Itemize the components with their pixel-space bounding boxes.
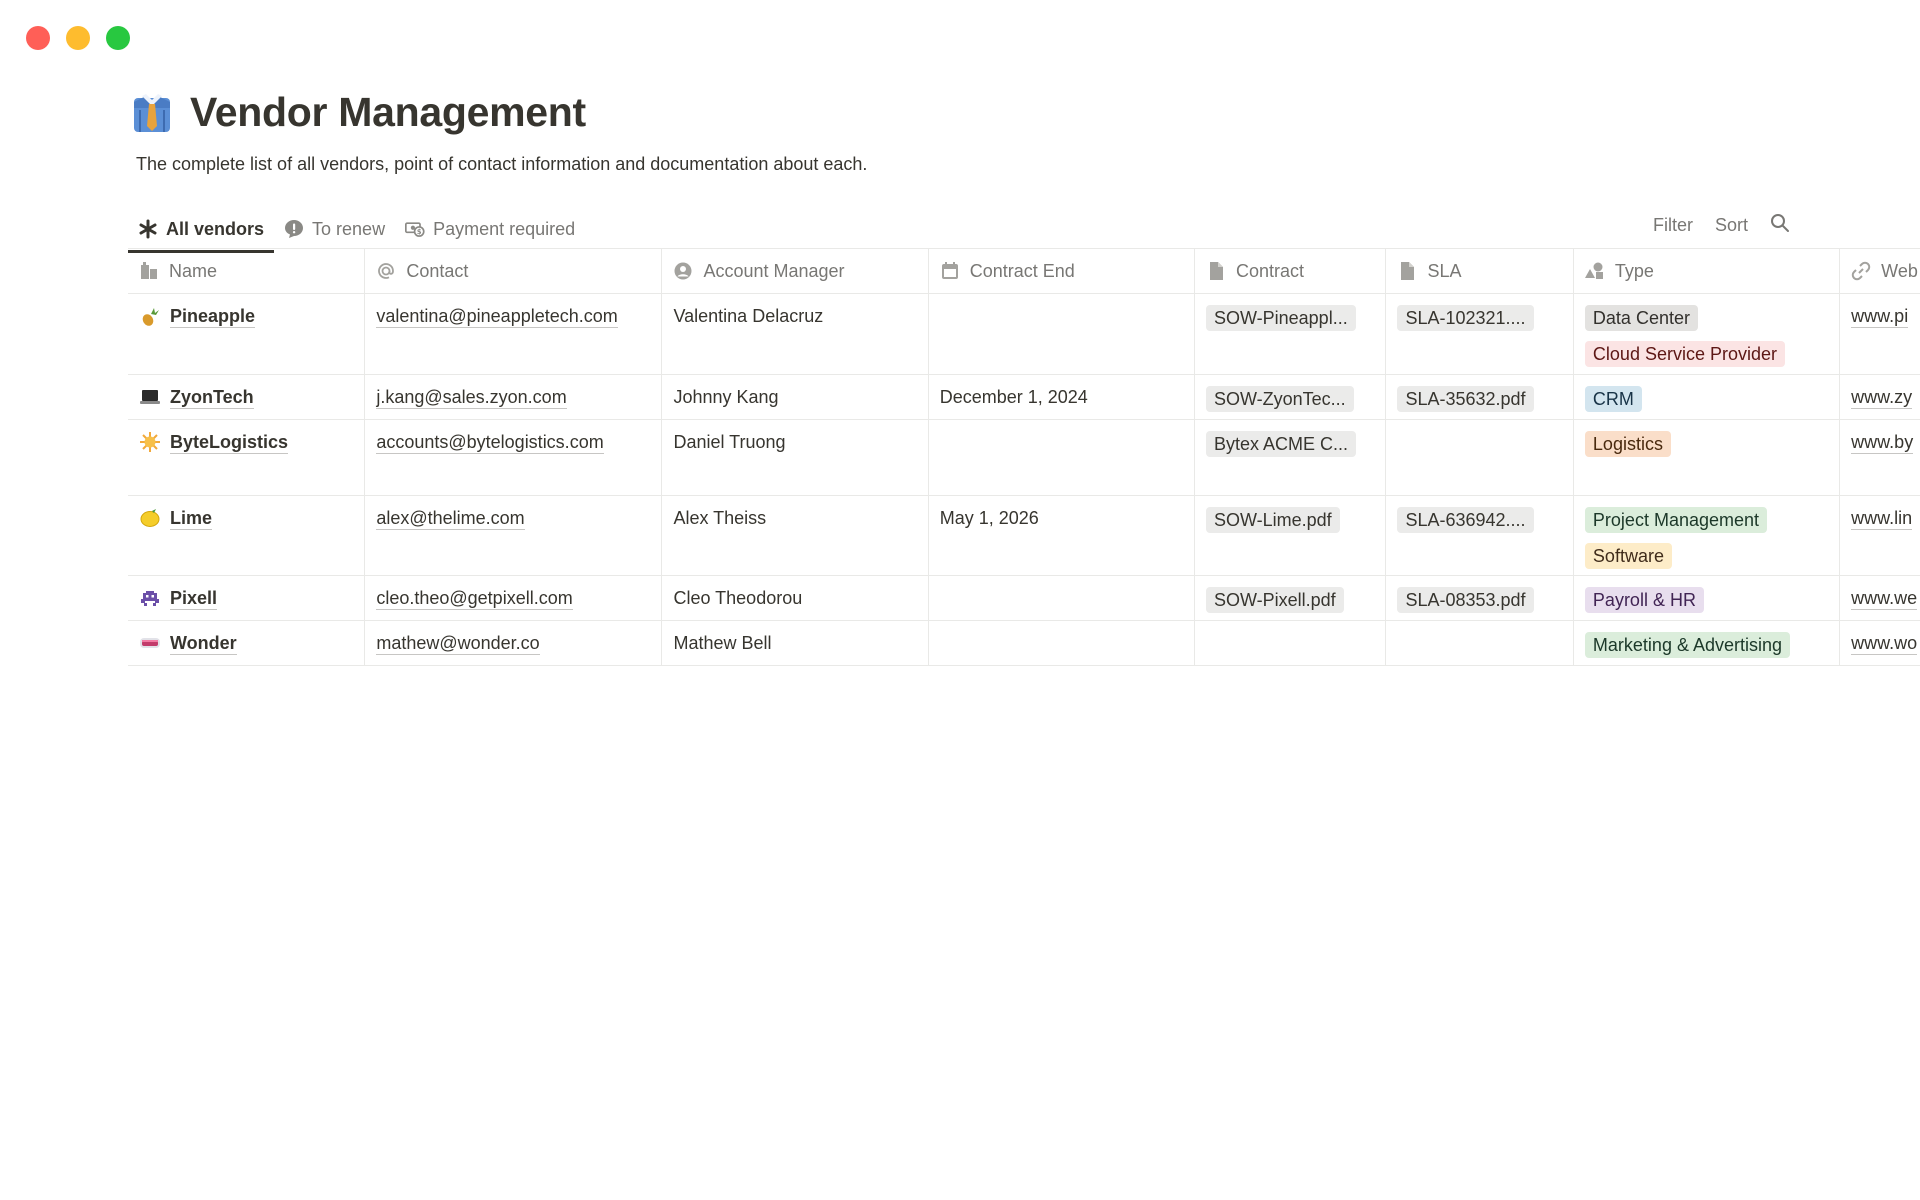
person-icon [673,261,693,281]
contract-end-cell[interactable] [929,496,1195,575]
necktie-shirt-icon[interactable] [128,88,176,136]
svg-text:$: $ [416,228,422,236]
sla-cell[interactable] [1386,375,1573,419]
contract-file[interactable]: Bytex ACME C... [1206,431,1356,457]
vendor-name-cell[interactable] [128,496,365,575]
contract-file[interactable]: SOW-Pineappl... [1206,305,1356,331]
type-cell[interactable] [1574,496,1840,575]
contact-cell[interactable] [365,375,662,419]
type-tag: Logistics [1585,431,1671,457]
vendor-name[interactable]: Pineapple [170,306,256,326]
web-cell[interactable] [1840,294,1920,374]
asterisk-icon [138,219,158,239]
column-header-contact[interactable] [365,249,662,293]
column-label: Name [169,260,218,281]
sla-file[interactable]: SLA-102321.... [1397,305,1533,331]
tab-label: All vendors [166,218,265,239]
column-header-contract-end[interactable] [929,249,1195,293]
type-tag: Cloud Service Provider [1585,341,1785,367]
contact-email[interactable]: accounts@bytelogistics.com [376,432,604,452]
account-manager: Daniel Truong [673,432,786,452]
tab-all-vendors[interactable] [128,205,274,253]
vendor-name[interactable]: Pixell [170,588,218,608]
table-row[interactable] [128,294,1920,375]
account-manager-cell[interactable] [662,621,928,665]
type-cell[interactable] [1574,420,1840,495]
contract-end-cell[interactable] [929,621,1195,665]
type-tag: Software [1585,543,1672,569]
contract-end-date: December 1, 2024 [939,387,1088,407]
account-manager: Mathew Bell [673,633,772,653]
vendor-name-cell[interactable] [128,294,365,374]
column-label: Account Manager [703,260,845,281]
contract-cell[interactable] [1195,375,1386,419]
contract-file[interactable]: SOW-Lime.pdf [1206,507,1340,533]
contract-cell[interactable] [1195,496,1386,575]
contact-email[interactable]: j.kang@sales.zyon.com [376,387,567,407]
sla-cell[interactable] [1386,576,1573,620]
contract-cell[interactable] [1195,576,1386,620]
filter-button[interactable]: Filter [1652,215,1693,235]
vendor-name-cell[interactable] [128,375,365,419]
page-description: The complete list of all vendors, point of contact information and documentation about each. [136,154,868,174]
vendor-name-cell[interactable] [128,621,365,665]
column-header-contract[interactable] [1195,249,1386,293]
pineapple-icon [139,305,161,327]
contact-cell[interactable] [365,420,662,495]
tab-payment-required[interactable] [395,205,585,253]
column-header-account-manager[interactable] [662,249,928,293]
column-label: Web [1881,260,1918,281]
vendor-name[interactable]: ZyonTech [170,387,254,407]
account-manager: Valentina Delacruz [673,306,824,326]
contact-cell[interactable] [365,496,662,575]
sla-cell[interactable] [1386,621,1573,665]
table-row[interactable] [128,576,1920,621]
website-link[interactable]: www.by [1851,432,1914,452]
website-link[interactable]: www.wo [1851,633,1918,653]
vendor-name[interactable]: Lime [170,508,213,528]
column-header-sla[interactable] [1386,249,1573,293]
type-tag: Project Management [1585,507,1767,533]
money-icon [405,219,425,239]
account-manager: Alex Theiss [673,508,767,528]
vendors-table [128,248,1920,666]
account-manager-cell[interactable] [662,420,928,495]
maximize-window-button[interactable] [106,26,130,50]
type-tag: Marketing & Advertising [1585,632,1790,658]
contract-end-date: May 1, 2026 [939,508,1039,528]
website-link[interactable]: www.lin [1851,508,1913,528]
website-link[interactable]: www.zy [1851,387,1913,407]
minimize-window-button[interactable] [66,26,90,50]
contract-end-cell[interactable] [929,420,1195,495]
sla-cell[interactable] [1386,496,1573,575]
column-label: Contract End [969,260,1075,281]
web-cell[interactable] [1840,621,1920,665]
space-invader-icon [139,587,161,609]
shapes-icon [1585,261,1605,281]
sla-file[interactable]: SLA-636942.... [1397,507,1533,533]
sla-file[interactable]: SLA-08353.pdf [1397,587,1533,613]
vendor-name[interactable]: Wonder [170,633,237,653]
contract-file[interactable]: SOW-Pixell.pdf [1206,587,1344,613]
tab-label: To renew [312,218,386,239]
document-icon [1206,261,1226,281]
contact-email[interactable]: alex@thelime.com [376,508,525,528]
building-icon [139,261,159,281]
account-manager: Cleo Theodorou [673,588,803,608]
vendor-name-cell[interactable] [128,576,365,620]
contact-email[interactable]: mathew@wonder.co [376,633,540,653]
type-cell[interactable] [1574,375,1840,419]
alert-bubble-icon [284,219,304,239]
contract-end-cell[interactable] [929,576,1195,620]
column-label: Contract [1235,260,1304,281]
account-manager-cell[interactable] [662,576,928,620]
contract-cell[interactable] [1195,420,1386,495]
type-cell[interactable] [1574,576,1840,620]
at-sign-icon [376,261,396,281]
website-link[interactable]: www.we [1851,588,1918,608]
account-manager: Johnny Kang [673,387,779,407]
type-tag: Payroll & HR [1585,587,1704,613]
link-icon [1851,261,1871,281]
web-cell[interactable] [1840,496,1920,575]
window-controls [26,26,130,50]
type-tag: Data Center [1585,305,1698,331]
laptop-icon [139,386,161,408]
contact-cell[interactable] [365,294,662,374]
account-manager-cell[interactable] [662,375,928,419]
contact-email[interactable]: valentina@pineappletech.com [376,306,618,326]
sort-button[interactable]: Sort [1714,215,1748,235]
title-row [128,86,1920,138]
contract-cell[interactable] [1195,621,1386,665]
document-icon [1397,261,1417,281]
sla-file[interactable]: SLA-35632.pdf [1397,386,1533,412]
view-tabs [128,205,1920,253]
table-row[interactable] [128,621,1920,666]
column-header-name[interactable] [128,249,365,293]
account-manager-cell[interactable] [662,294,928,374]
web-cell[interactable] [1840,375,1920,419]
column-label: Contact [406,260,469,281]
database-toolbar [1653,213,1790,238]
tab-to-renew[interactable] [274,205,395,253]
table-row[interactable] [128,496,1920,576]
type-cell[interactable] [1574,294,1840,374]
sla-cell[interactable] [1386,294,1573,374]
close-window-button[interactable] [26,26,50,50]
contact-email[interactable]: cleo.theo@getpixell.com [376,588,573,608]
column-label: SLA [1427,260,1462,281]
type-tag: CRM [1585,386,1642,412]
table-row[interactable] [128,375,1920,420]
website-link[interactable]: www.pi [1851,306,1909,326]
palette-icon [139,632,161,654]
vendor-name[interactable]: ByteLogistics [170,432,289,452]
sla-cell[interactable] [1386,420,1573,495]
calendar-icon [940,261,960,281]
web-cell[interactable] [1840,576,1920,620]
web-cell[interactable] [1840,420,1920,495]
contract-end-cell[interactable] [929,294,1195,374]
table-header [128,248,1920,294]
column-label: Type [1614,260,1654,281]
contract-cell[interactable] [1195,294,1386,374]
contact-cell[interactable] [365,621,662,665]
account-manager-cell[interactable] [662,496,928,575]
table-row[interactable] [128,420,1920,496]
search-icon[interactable] [1770,213,1790,238]
tab-label: Payment required [433,218,576,239]
page-content [128,86,1920,253]
page-title: Vendor Management [190,88,586,135]
contract-end-cell[interactable] [929,375,1195,419]
lemon-icon [139,507,161,529]
contact-cell[interactable] [365,576,662,620]
column-header-web[interactable] [1840,249,1920,293]
type-cell[interactable] [1574,621,1840,665]
sun-icon [139,431,161,453]
contract-file[interactable]: SOW-ZyonTec... [1206,386,1354,412]
column-header-type[interactable] [1574,249,1840,293]
vendor-name-cell[interactable] [128,420,365,495]
